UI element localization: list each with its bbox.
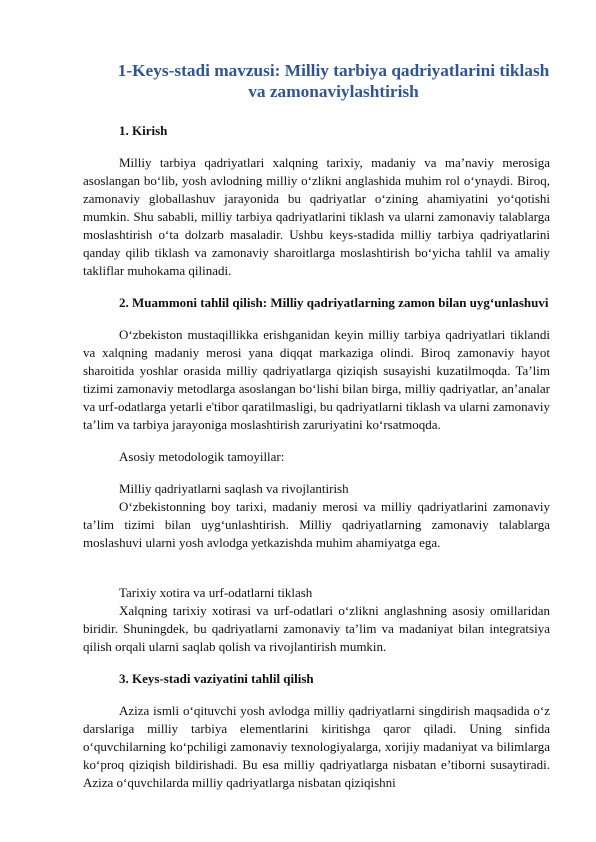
methodology-label: Asosiy metodologik tamoyillar:	[119, 449, 285, 464]
method-2-text: Xalqning tarixiy xotirasi va urf-odatlari o‘zlikni anglashning asosiy omillaridan biridir. Shuningdek, bu qadriyatlarni zamonaviy ta’lim va madaniyat bilan integratsiya qilish orqali ularni saqlab qolish va rivojlantirish mumkin.	[83, 603, 550, 654]
paragraph-case: Aziza ismli o‘qituvchi yosh avlodga milliy qadriyatlarni singdirish maqsadida o‘z darslariga milliy tarbiya elementlarini kiritishga qaror qiladi. Uning sinfida o‘quvchilarning ko‘pchiligi zamonaviy texnologiyalarga, xorijiy madaniyat va bilimlarga ko‘proq qiziqish bildirishadi. Bu esa milliy qadriyatlarga nisbatan e’tiborni susaytiradi. Aziza o‘quvchilarda milliy qadriyatlarga nisbatan qiziqishni	[83, 703, 550, 790]
paragraph-problem: O‘zbekiston mustaqillikka erishganidan keyin milliy tarbiya qadriyatlari tiklandi va xalqning madaniy merosi yana diqqat markaziga olindi. Biroq zamonaviy hayot sharoitida yoshlar orasida milliy qadriyatlarga qiziqish susayishi kuzatilmoqda. Ta’lim tizimi zamonaviy metodlarga asoslangan bo‘lishi bilan birga, milliy qadriyatlar, an’analar va urf-odatlarga yetarli e'tibor qaratilmasligi, bu qadriyatlarni tiklash va ularni zamonaviy ta’lim va tarbiya jarayoniga moslashtirish zaruriyatini ko‘rsatmoqda.	[83, 327, 550, 432]
section-heading-intro: 1. Kirish	[119, 123, 168, 138]
title-line-1: 1-Keys-stadi mavzusi: Milliy tarbiya qadriyatlarini tiklash	[117, 61, 550, 80]
title-line-2: va zamonaviylashtirish	[248, 82, 419, 101]
method-1-title: Milliy qadriyatlarni saqlash va rivojlantirish	[119, 481, 349, 496]
section-heading-problem: 2. Muammoni tahlil qilish: Milliy qadriyatlarning zamon bilan uyg‘unlashuvi	[119, 295, 549, 310]
method-1-text: O‘zbekistonning boy tarixi, madaniy merosi va milliy qadriyatlarini zamonaviy ta’lim tizimi bilan uyg‘unlashtirish. Milliy qadriyatlarning zamonaviy talablarga moslashuvi ularni yosh avlodga yetkazishda muhim ahamiyatga ega.	[83, 499, 550, 550]
method-2-title: Tarixiy xotira va urf-odatlarni tiklash	[119, 585, 313, 600]
paragraph-intro: Milliy tarbiya qadriyatlari xalqning tarixiy, madaniy va ma’naviy merosiga asoslangan bo‘lib, yosh avlodning milliy o‘zlikni anglashida muhim rol o‘ynaydi. Biroq, zamonaviy globallashuv jarayonida bu qadriyatlar o‘zining ahamiyatini yo‘qotishi mumkin. Shu sababli, milliy tarbiya qadriyatlarini tiklash va ularni zamonaviy talablarga moslashtirish o‘ta dolzarb masaladir. Ushbu keys-stadida milliy tarbiya qadriyatlarini qanday qilib tiklash va zamonaviy sharoitlarga moslashtirish bo‘yicha tahlil va amaliy takliflar muhokama qilinadi.	[83, 155, 550, 278]
page-title	[77, 60, 550, 102]
section-heading-case: 3. Keys-stadi vaziyatini tahlil qilish	[119, 671, 314, 686]
